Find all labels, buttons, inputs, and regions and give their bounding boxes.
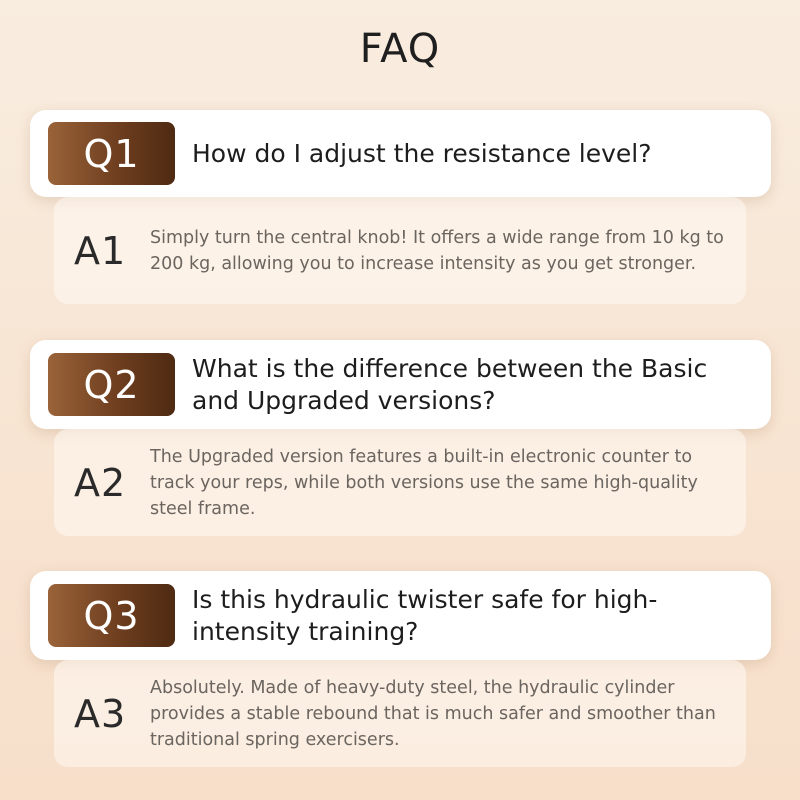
question-badge-2: Q2 bbox=[48, 353, 175, 416]
question-text-1: How do I adjust the resistance level? bbox=[192, 138, 652, 168]
answer-label-1: A1 bbox=[74, 228, 127, 273]
answer-text-3: Absolutely. Made of heavy-duty steel, the hydraulic cylinder provides a stable rebound that is much safer and smoother than traditional spring exercisers. bbox=[150, 677, 716, 750]
question-text-2: What is the difference between the Basic and Upgraded versions? bbox=[192, 353, 708, 415]
answer-card-3 bbox=[54, 660, 746, 767]
question-text-3: Is this hydraulic twister safe for high-intensity training? bbox=[192, 584, 658, 646]
answer-label-2: A2 bbox=[74, 460, 127, 505]
question-badge-1: Q1 bbox=[48, 122, 175, 185]
question-card-2[interactable] bbox=[30, 340, 771, 429]
answer-text-1: Simply turn the central knob! It offers a wide range from 10 kg to 200 kg, allowing you to increase intensity as you get stronger. bbox=[150, 227, 724, 274]
question-badge-3: Q3 bbox=[48, 584, 175, 647]
answer-label-3: A3 bbox=[74, 691, 127, 736]
question-card-1[interactable] bbox=[30, 110, 771, 197]
answer-card-2 bbox=[54, 429, 746, 536]
question-card-3[interactable] bbox=[30, 571, 771, 660]
answer-card-1 bbox=[54, 197, 746, 304]
page-title: FAQ bbox=[359, 26, 441, 72]
answer-text-2: The Upgraded version features a built-in electronic counter to track your reps, while both versions use the same high-quality steel frame. bbox=[150, 446, 698, 519]
